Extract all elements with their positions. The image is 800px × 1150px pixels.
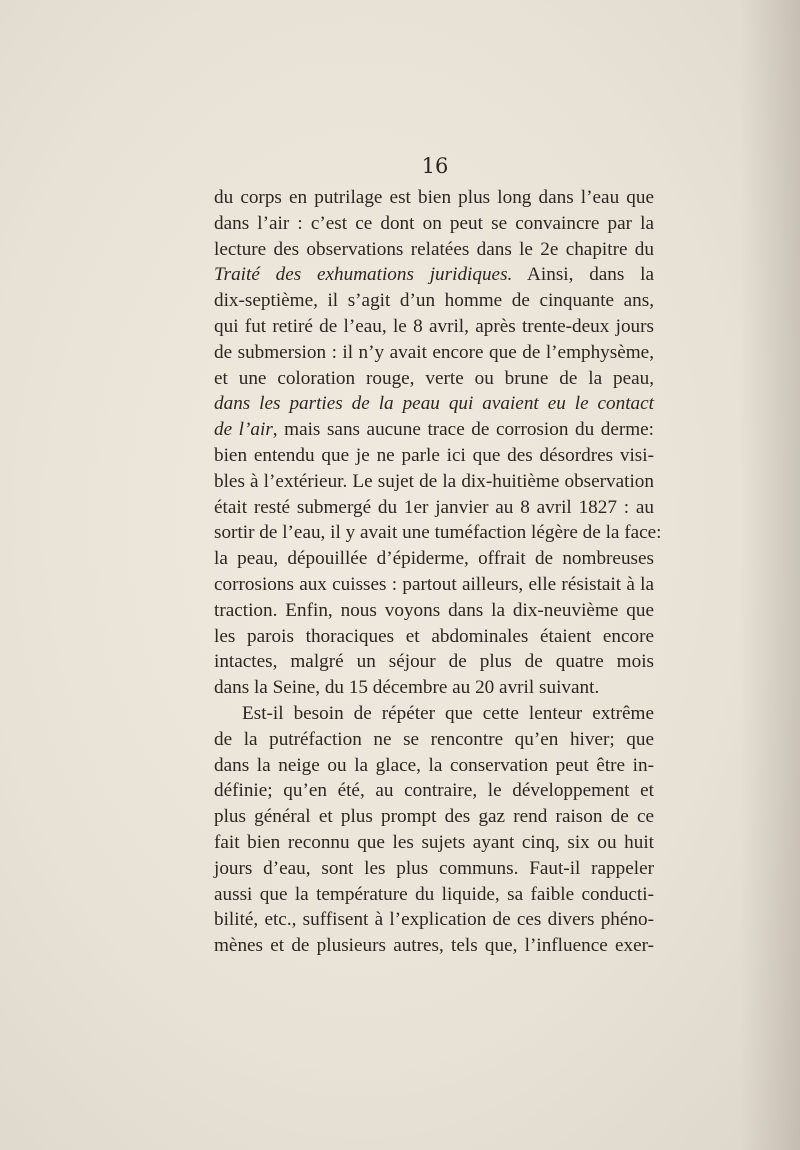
text-fragment: , mais sans aucune trace de corrosion du derme: xyxy=(272,419,655,441)
text-fragment: Ainsi, dans la xyxy=(512,264,654,286)
paragraph-end-line: dans la Seine, du 15 décembre au 20 avril suivant. xyxy=(214,677,600,699)
text-line: dans la neige ou la glace, la conservation peut être in- xyxy=(214,754,654,776)
italic-fragment: de l’air xyxy=(214,419,273,441)
text-line: corrosions aux cuisses : partout ailleurs, elle résistait à la xyxy=(214,573,654,595)
text-line: traction. Enfin, nous voyons dans la dix-neuvième que xyxy=(214,599,654,621)
text-line: la peau, dépouillée d’épiderme, offrait de nombreuses xyxy=(214,548,654,570)
text-line: était resté submergé du 1er janvier au 8 avril 1827 : au xyxy=(214,496,654,518)
text-line: lecture des observations relatées dans le 2e chapitre du xyxy=(214,238,654,260)
text-line: dix-septième, il s’agit d’un homme de cinquante ans, xyxy=(214,290,654,312)
text-line: bilité, etc., suffisent à l’explication de ces divers phéno- xyxy=(214,909,654,931)
text-line xyxy=(214,417,654,443)
italic-line: dans les parties de la peau qui avaient eu le contact xyxy=(214,393,654,415)
text-line: fait bien reconnu que les sujets ayant cinq, six ou huit xyxy=(214,831,654,853)
text-line: plus général et plus prompt des gaz rend raison de ce xyxy=(214,806,654,828)
text-line: bien entendu que je ne parle ici que des désordres visi- xyxy=(214,444,654,466)
text-line xyxy=(214,262,654,288)
paragraph-start-line: Est-il besoin de répéter que cette lenteur extrême xyxy=(242,702,654,724)
text-line: aussi que la température du liquide, sa faible conducti- xyxy=(214,883,654,905)
body-text xyxy=(214,185,662,959)
text-line: qui fut retiré de l’eau, le 8 avril, après trente-deux jours xyxy=(214,315,654,337)
text-line: dans l’air : c’est ce dont on peut se convaincre par la xyxy=(214,212,654,234)
text-line: bles à l’extérieur. Le sujet de la dix-huitième observation xyxy=(214,470,654,492)
italic-title: Traité des exhumations juridiques. xyxy=(214,264,513,286)
text-line: définie; qu’en été, au contraire, le développement et xyxy=(214,780,654,802)
text-line: du corps en putrilage est bien plus long dans l’eau que xyxy=(214,187,654,208)
text-line: de submersion : il n’y avait encore que de l’emphysème, xyxy=(214,341,654,363)
text-line: jours d’eau, sont les plus communs. Faut-il rappeler xyxy=(214,857,654,879)
text-line: mènes et de plusieurs autres, tels que, l’influence exer- xyxy=(214,935,654,957)
text-line: de la putréfaction ne se rencontre qu’en hiver; que xyxy=(214,728,654,750)
text-line: sortir de l’eau, il y avait une tuméfaction légère de la face: xyxy=(214,522,662,544)
page-number: 16 xyxy=(421,154,449,178)
text-line: intactes, malgré un séjour de plus de quatre mois xyxy=(214,651,654,673)
text-line: les parois thoraciques et abdominales étaient encore xyxy=(214,625,654,647)
text-line: et une coloration rouge, verte ou brune de la peau, xyxy=(214,367,654,389)
